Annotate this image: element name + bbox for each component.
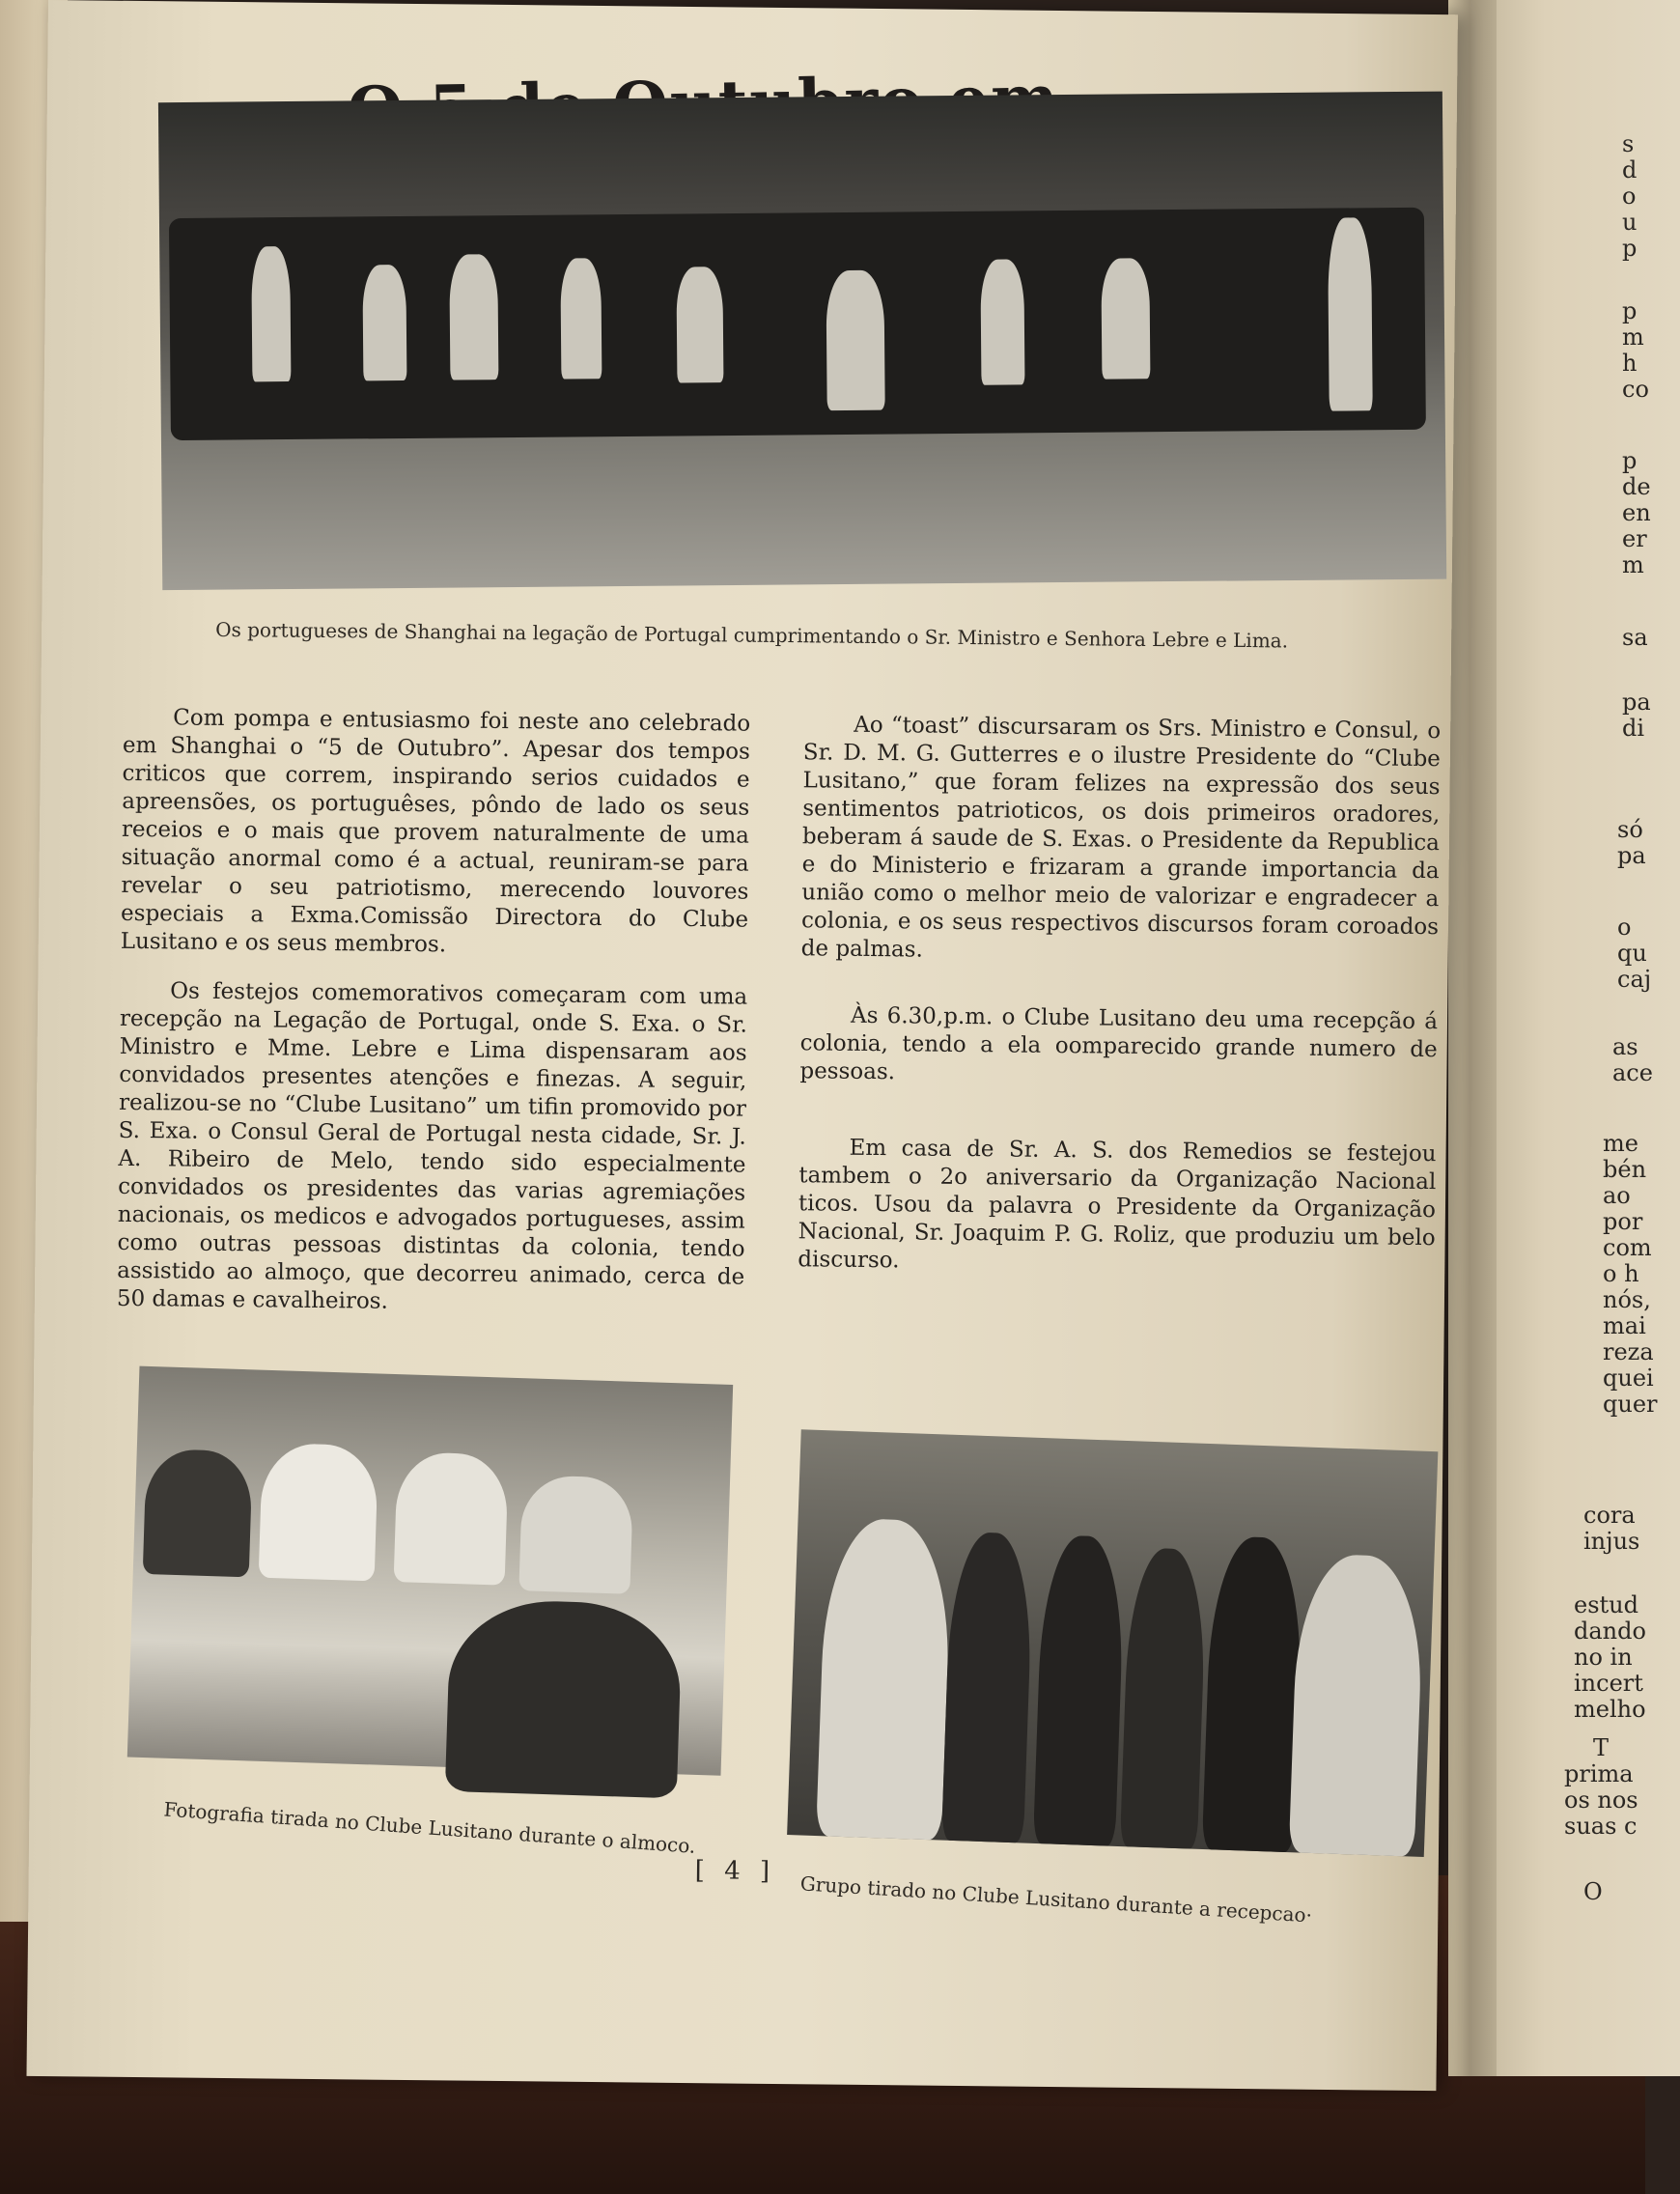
photo-lunch <box>127 1366 733 1776</box>
facing-page-fragment: s <box>1622 130 1635 157</box>
facing-page-fragment: qu <box>1617 940 1647 967</box>
caption-reception: Grupo tirado no Clube Lusitano durante a recepcao· <box>799 1871 1313 1927</box>
person-figure <box>445 1598 683 1798</box>
facing-page-fragment: o <box>1622 183 1637 210</box>
facing-page-fragment: no in <box>1574 1644 1633 1671</box>
person-figure <box>826 270 884 411</box>
facing-page-fragment: h <box>1622 350 1638 377</box>
right-column <box>798 711 1441 1302</box>
paragraph: Os festejos comemorativos começaram com uma recepção na Legação de Portugal, onde S. Exa. o Sr. Ministro e Mme. Lebre e Lima dispensaram aos convidados presentes atenções e finezas. A seguir, realizou-se no “Clube Lusitano” um tifin promovido por S. Exa. o Consul Geral de Portugal nesta cidade, Sr. J. A. Ribeiro de Melo, tendo sido especialmente convidados os presidentes das varias agremiações nacionais, os medicos e advogados portugueses, assim como outras pessoas distintas da colonia, tendo assistido ao almoço, que decorreu animado, cerca de 50 damas e cavalheiros. <box>116 978 748 1314</box>
facing-page-fragment: só <box>1617 816 1643 843</box>
facing-page-fragment: O <box>1583 1878 1603 1905</box>
facing-page-fragment: p <box>1622 235 1638 262</box>
person-figure <box>1033 1534 1126 1846</box>
facing-page-fragment: T <box>1593 1734 1610 1761</box>
paragraph: Ao “toast” discursaram os Srs. Ministro e Consul, o Sr. D. M. G. Gutterres e o ilustre Presidente do “Clube Lusitano,” que foram felizes na expressão dos seus sentimentos patrioticos, os dois primeiros oradores, beberam á saude de S. Exas. o Presidente da Republica e do Ministerio e frizaram a grande importancia da união como o melhor meio de valorizar e engradecer a colonia, e os seus respectivos discursos foram coroados de palmas. <box>800 712 1442 963</box>
magazine-page <box>26 0 1457 2091</box>
left-column <box>117 704 751 1341</box>
person-figure <box>980 259 1024 384</box>
paragraph: Às 6.30,p.m. o Clube Lusitano deu uma recepção á colonia, tendo a ela oomparecido grande numero de pessoas. <box>799 1002 1439 1085</box>
book-gutter <box>1448 0 1497 2076</box>
caption-group-photo: Os portugueses de Shanghai na legação de Portugal cumprimentando o Sr. Ministro e Senhora Lebre e Lima. <box>215 617 1289 653</box>
facing-page-fragment: ao <box>1603 1182 1631 1209</box>
person-figure <box>449 254 498 380</box>
facing-page-fragment: os nos <box>1564 1786 1638 1814</box>
facing-page-fragment: injus <box>1583 1528 1640 1555</box>
facing-page-fragment: por <box>1603 1208 1643 1235</box>
facing-page-fragment: o <box>1617 914 1632 941</box>
facing-page-fragment: as <box>1612 1033 1638 1060</box>
facing-page-fragment: pa <box>1617 842 1646 869</box>
person-figure <box>1202 1535 1304 1852</box>
facing-page-fragment: mai <box>1603 1312 1646 1339</box>
person-figure <box>362 265 406 380</box>
facing-page-fragment: melho <box>1574 1696 1646 1723</box>
photo-reception <box>787 1429 1438 1857</box>
facing-page-fragment: caj <box>1617 966 1652 993</box>
facing-page-fragment: estud <box>1574 1591 1638 1618</box>
person-figure <box>941 1532 1034 1843</box>
facing-page-fragment: d <box>1622 156 1638 183</box>
caption-lunch: Fotografia tirada no Clube Lusitano durante o almoco. <box>162 1797 697 1858</box>
person-figure <box>518 1475 633 1594</box>
crowd-silhouette <box>169 208 1426 440</box>
person-figure <box>1120 1547 1208 1849</box>
facing-page-fragment: dando <box>1574 1617 1646 1645</box>
person-figure <box>1101 258 1150 379</box>
facing-page-fragment: o h <box>1603 1260 1639 1287</box>
facing-page-fragment: di <box>1622 715 1645 742</box>
facing-page-fragment: p <box>1622 297 1638 324</box>
paragraph: Com pompa e entusiasmo foi neste ano celebrado em Shanghai o “5 de Outubro”. Apesar dos tempos criticos que correm, inspirando serios cuidados e apreensões, os portuguêses, pôndo de lado os seus receios e o mais que provem naturalmente de uma situação anormal como é a actual, reuniram-se para revelar o seu patriotismo, merecendo louvores especiais a Exma.Comissão Directora do Clube Lusitano e os seus membros. <box>120 705 751 958</box>
person-figure <box>394 1451 509 1586</box>
facing-page-fragment: quer <box>1603 1391 1658 1418</box>
page-number: [ 4 ] <box>694 1856 776 1886</box>
facing-page-fragment: bén <box>1603 1156 1647 1183</box>
person-figure <box>1328 217 1373 410</box>
facing-page-fragment: quei <box>1603 1364 1654 1392</box>
facing-page-fragment: p <box>1622 447 1638 474</box>
person-figure <box>143 1449 253 1577</box>
facing-page-fragment: ace <box>1612 1059 1653 1086</box>
person-figure <box>251 246 291 381</box>
facing-page-fragment: incert <box>1574 1670 1643 1697</box>
person-figure <box>259 1443 378 1582</box>
facing-page-fragment: nós, <box>1603 1286 1651 1313</box>
person-figure <box>676 267 723 382</box>
facing-page-fragment: en <box>1622 499 1651 526</box>
facing-page-fragment: pa <box>1622 689 1651 716</box>
facing-page-fragment: sa <box>1622 624 1648 651</box>
facing-page-fragment: prima <box>1564 1760 1634 1787</box>
facing-page-fragment: er <box>1622 525 1647 552</box>
person-figure <box>1289 1553 1425 1856</box>
facing-page <box>1487 0 1680 2076</box>
facing-page-fragment: u <box>1622 209 1638 236</box>
facing-page-fragment: co <box>1622 376 1649 403</box>
group-photo-legation <box>158 92 1446 591</box>
person-figure <box>560 258 602 379</box>
paragraph: Em casa de Sr. A. S. dos Remedios se festejou tambem o 2o aniversario da Organização Nacional ticos. Usou da palavra o Presidente da Organização Nacional, Sr. Joaquim P. G. Roliz, que produziu um belo discurso. <box>798 1135 1437 1274</box>
facing-page-fragment: me <box>1603 1130 1638 1157</box>
facing-page-fragment: m <box>1622 551 1644 578</box>
person-figure <box>816 1517 952 1840</box>
facing-page-fragment: suas c <box>1564 1813 1638 1840</box>
facing-page-fragment: m <box>1622 323 1644 351</box>
facing-page-fragment: reza <box>1603 1338 1654 1365</box>
facing-page-fragment: com <box>1603 1234 1652 1261</box>
facing-page-fragment: de <box>1622 473 1651 500</box>
facing-page-fragment: cora <box>1583 1502 1636 1529</box>
